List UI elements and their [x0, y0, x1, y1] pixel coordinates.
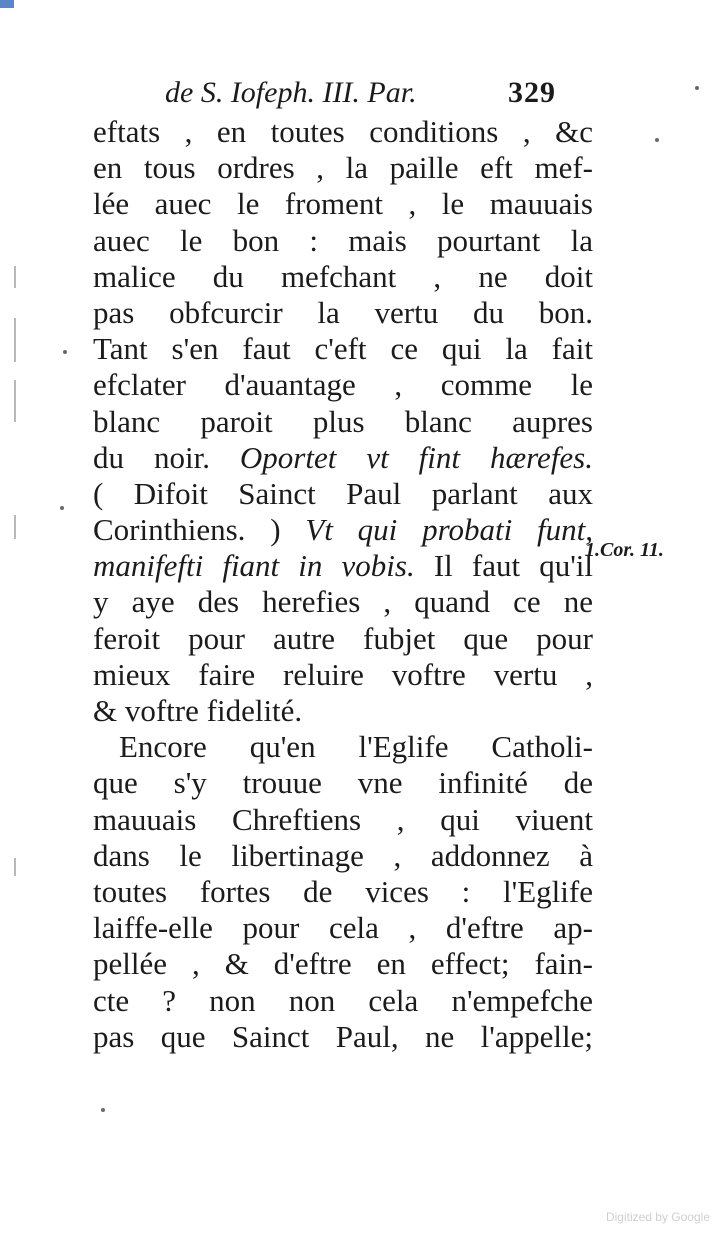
scan-mark-line: [14, 380, 16, 422]
text-line: toutes fortes de vices : l'Eglife: [93, 873, 593, 909]
scan-mark-line: [14, 266, 16, 288]
blue-corner-mark: [0, 0, 14, 8]
running-head: [165, 74, 595, 112]
text-segment: Corinthiens. ): [93, 512, 281, 548]
scan-speck: [655, 138, 659, 142]
text-line: efclater d'auantage , comme le: [93, 367, 593, 403]
text-line: feroit pour autre fubjet que pour: [93, 620, 593, 656]
text-line: malice du mefchant , ne doit: [93, 258, 593, 294]
scan-speck: [60, 506, 64, 510]
text-line: pas obfcurcir la vertu du bon.: [93, 294, 593, 330]
paragraph-start-line: Encore qu'en l'Eglife Catholi-: [119, 729, 593, 765]
scan-mark-line: [14, 515, 16, 539]
text-line: mauuais Chreftiens , qui viuent: [93, 801, 593, 837]
text-line: lée auec le froment , le mauuais: [93, 186, 593, 222]
text-line: Tant s'en faut c'eft ce qui la fait: [93, 331, 593, 367]
text-line: cte ? non non cela n'empefche: [93, 982, 593, 1018]
scan-mark-line: [14, 318, 16, 362]
text-line: ( Difoit Sainct Paul parlant aux: [93, 475, 593, 511]
page-number: 329: [508, 76, 556, 109]
scan-speck: [695, 86, 699, 90]
running-head-title: de S. Iofeph. III. Par.: [165, 76, 417, 109]
latin-quotation: Vt qui probati funt,: [305, 512, 593, 548]
text-line: pas que Sainct Paul, ne l'appelle;: [93, 1018, 593, 1054]
text-line: y aye des herefies , quand ce ne: [93, 584, 593, 620]
text-line: laiffe-elle pour cela , d'eftre ap-: [93, 910, 593, 946]
text-segment: du noir.: [93, 439, 210, 475]
digitization-watermark: Digitized by Google: [605, 1210, 710, 1224]
text-line: que s'y trouue vne infinité de: [93, 765, 593, 801]
text-line: dans le libertinage , addonnez à: [93, 837, 593, 873]
text-line: blanc paroit plus blanc aupres: [93, 403, 593, 439]
text-segment: Il faut qu'il: [433, 548, 593, 584]
text-line: auec le bon : mais pourtant la: [93, 222, 593, 258]
text-line: en tous ordres , la paille eft mef-: [93, 150, 593, 186]
text-line-with-latin: [93, 512, 593, 548]
margin-reference-note: 1.Cor. 11.: [585, 539, 664, 561]
text-line: eftats , en toutes conditions , &c: [93, 114, 593, 149]
text-line: & voftre fidelité.: [93, 693, 303, 728]
latin-quotation: Oportet vt fint hærefes.: [239, 439, 594, 475]
text-line: mieux faire reluire voftre vertu ,: [93, 656, 593, 692]
text-line-with-latin: [93, 440, 593, 476]
latin-quotation: manifefti fiant in vobis.: [93, 548, 415, 584]
scan-speck: [101, 1108, 105, 1112]
body-text: [93, 114, 593, 1055]
text-line-with-latin: [93, 548, 593, 584]
scan-speck: [63, 350, 67, 354]
text-line: pellée , & d'eftre en effect; fain-: [93, 946, 593, 982]
scan-mark-line: [14, 858, 16, 876]
